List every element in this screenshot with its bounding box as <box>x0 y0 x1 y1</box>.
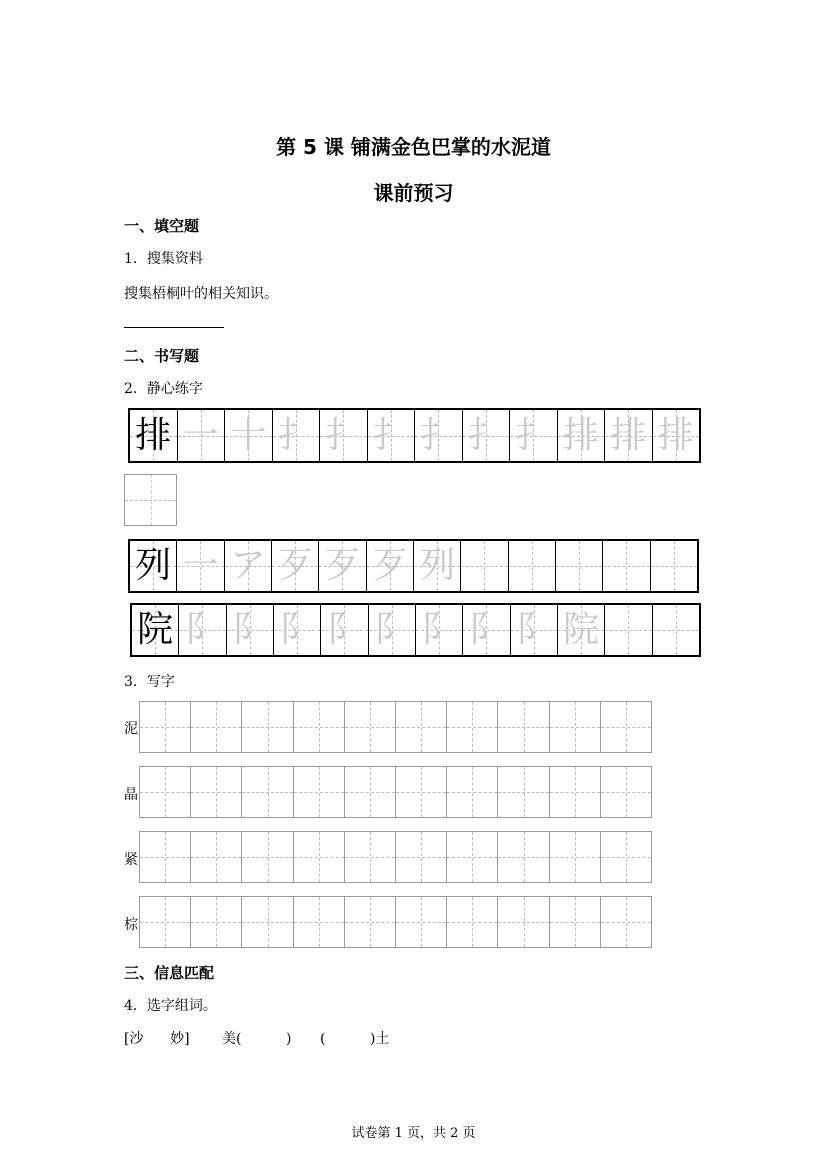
writing-cell[interactable] <box>601 702 651 752</box>
practice-cell[interactable] <box>368 410 416 461</box>
practice-cell-extra[interactable] <box>124 474 177 526</box>
stroke-step: 歹 <box>324 545 361 586</box>
stroke-step: 院 <box>563 609 600 650</box>
question-2-label: 2．静心练字 <box>124 381 203 397</box>
practice-cell[interactable] <box>272 541 319 591</box>
practice-cell[interactable] <box>416 605 463 655</box>
writing-cell[interactable] <box>498 767 549 817</box>
practice-cell[interactable] <box>558 410 606 461</box>
model-character: 院 <box>137 609 174 650</box>
section-heading-writing: 二、书写题 <box>124 347 200 365</box>
page-subtitle: 课前预习 <box>373 181 454 205</box>
stroke-step: 排 <box>562 414 599 456</box>
word-choices: [沙 妙] <box>124 1031 190 1047</box>
writing-cell[interactable] <box>396 832 447 882</box>
stroke-step: 阝 <box>421 609 458 650</box>
writing-cell[interactable] <box>294 897 345 947</box>
stroke-step: 十 <box>230 414 267 456</box>
stroke-step: 阝 <box>373 609 410 650</box>
practice-row-yuan <box>130 603 701 657</box>
writing-cell[interactable] <box>242 767 293 817</box>
writing-cell[interactable] <box>294 767 345 817</box>
writing-cell[interactable] <box>345 832 396 882</box>
writing-row-zong <box>139 896 652 948</box>
practice-row-pai <box>128 408 701 463</box>
writing-cell[interactable] <box>447 767 498 817</box>
stroke-step: 一 <box>182 414 219 456</box>
writing-cell[interactable] <box>396 897 447 947</box>
stroke-step: 列 <box>419 545 456 586</box>
practice-cell[interactable] <box>130 541 177 591</box>
writing-cell[interactable] <box>550 897 601 947</box>
practice-cell[interactable] <box>558 605 605 655</box>
practice-cell[interactable] <box>320 410 368 461</box>
writing-row-jing <box>139 766 652 818</box>
practice-cell[interactable] <box>605 410 653 461</box>
practice-cell[interactable] <box>319 541 366 591</box>
writing-cell[interactable] <box>447 702 498 752</box>
practice-cell[interactable] <box>605 605 652 655</box>
stroke-step: 一 <box>182 545 219 586</box>
stroke-step: 扌 <box>277 414 314 456</box>
model-character: 排 <box>135 414 172 456</box>
practice-cell[interactable] <box>227 605 274 655</box>
writing-cell[interactable] <box>498 832 549 882</box>
stroke-step: 扌 <box>515 414 552 456</box>
answer-blank-line[interactable] <box>124 326 224 328</box>
stroke-step: 歹 <box>371 545 408 586</box>
writing-cell[interactable] <box>345 702 396 752</box>
stroke-step: 阝 <box>231 609 268 650</box>
stroke-step: 排 <box>610 414 647 456</box>
practice-cell[interactable] <box>274 605 321 655</box>
question-3-label: 3．写字 <box>124 674 175 690</box>
practice-cell[interactable] <box>510 410 558 461</box>
writing-cell[interactable] <box>345 767 396 817</box>
practice-cell[interactable] <box>556 541 603 591</box>
practice-cell[interactable] <box>179 605 226 655</box>
practice-cell[interactable] <box>225 541 272 591</box>
writing-cell[interactable] <box>294 832 345 882</box>
write-label-zong: 棕 <box>124 917 138 933</box>
practice-cell[interactable] <box>461 541 508 591</box>
practice-cell[interactable] <box>463 605 510 655</box>
model-character: 列 <box>135 545 172 586</box>
writing-cell[interactable] <box>601 897 651 947</box>
writing-row-ni <box>139 701 652 753</box>
stroke-step: 阝 <box>184 609 221 650</box>
writing-cell[interactable] <box>396 702 447 752</box>
write-label-jin: 紧 <box>124 852 138 868</box>
writing-cell[interactable] <box>498 897 549 947</box>
writing-cell[interactable] <box>447 897 498 947</box>
writing-cell[interactable] <box>191 767 242 817</box>
practice-cell[interactable] <box>367 541 414 591</box>
practice-cell[interactable] <box>463 410 511 461</box>
writing-cell[interactable] <box>242 832 293 882</box>
writing-cell[interactable] <box>601 832 651 882</box>
practice-cell[interactable] <box>653 410 700 461</box>
stroke-step: 扌 <box>420 414 457 456</box>
question-1-text: 搜集梧桐叶的相关知识。 <box>124 286 278 302</box>
practice-cell[interactable] <box>130 410 178 461</box>
practice-cell[interactable] <box>132 605 179 655</box>
section-heading-match: 三、信息匹配 <box>124 964 215 982</box>
practice-cell[interactable] <box>273 410 321 461</box>
stroke-step: ア <box>229 545 266 586</box>
question-4-label: 4．选字组词。 <box>124 998 217 1014</box>
stroke-step: 歹 <box>277 545 314 586</box>
stroke-step: 阝 <box>515 609 552 650</box>
writing-cell[interactable] <box>191 832 242 882</box>
practice-cell[interactable] <box>369 605 416 655</box>
practice-cell[interactable] <box>651 541 697 591</box>
stroke-step: 扌 <box>372 414 409 456</box>
writing-cell[interactable] <box>140 702 191 752</box>
practice-cell[interactable] <box>603 541 650 591</box>
practice-cell[interactable] <box>509 541 556 591</box>
practice-row-lie <box>128 539 699 593</box>
writing-cell[interactable] <box>447 832 498 882</box>
writing-cell[interactable] <box>345 897 396 947</box>
writing-cell[interactable] <box>601 767 651 817</box>
writing-cell[interactable] <box>242 897 293 947</box>
practice-cell[interactable] <box>414 541 461 591</box>
practice-cell[interactable] <box>653 605 699 655</box>
stroke-step: 排 <box>657 414 694 456</box>
practice-cell[interactable] <box>225 410 273 461</box>
page-title: 第 5 课 铺满金色巴掌的水泥道 <box>276 135 551 159</box>
stroke-step: 扌 <box>325 414 362 456</box>
practice-cell[interactable] <box>511 605 558 655</box>
practice-cell[interactable] <box>177 541 224 591</box>
writing-cell[interactable] <box>242 702 293 752</box>
stroke-step: 阝 <box>468 609 505 650</box>
writing-cell[interactable] <box>140 767 191 817</box>
page-footer: 试卷第 1 页，共 2 页 <box>351 1126 476 1141</box>
writing-cell[interactable] <box>550 832 601 882</box>
fill-blank-mei[interactable]: 美( ) <box>222 1031 292 1047</box>
writing-cell[interactable] <box>140 832 191 882</box>
writing-cell[interactable] <box>140 897 191 947</box>
stroke-step: 阝 <box>279 609 316 650</box>
fill-blank-tu[interactable]: ( )土 <box>320 1031 390 1047</box>
practice-cell[interactable] <box>178 410 226 461</box>
question-1-label: 1．搜集资料 <box>124 251 203 267</box>
writing-cell[interactable] <box>396 767 447 817</box>
writing-row-jin <box>139 831 652 883</box>
practice-cell[interactable] <box>321 605 368 655</box>
stroke-step: 扌 <box>467 414 504 456</box>
practice-cell[interactable] <box>415 410 463 461</box>
section-heading-fill: 一、填空题 <box>124 217 200 235</box>
writing-cell[interactable] <box>294 702 345 752</box>
writing-cell[interactable] <box>191 897 242 947</box>
stroke-step: 阝 <box>326 609 363 650</box>
writing-cell[interactable] <box>498 702 549 752</box>
writing-cell[interactable] <box>550 767 601 817</box>
write-label-jing: 晶 <box>124 787 138 803</box>
write-label-ni: 泥 <box>124 721 138 737</box>
writing-cell[interactable] <box>191 702 242 752</box>
writing-cell[interactable] <box>550 702 601 752</box>
